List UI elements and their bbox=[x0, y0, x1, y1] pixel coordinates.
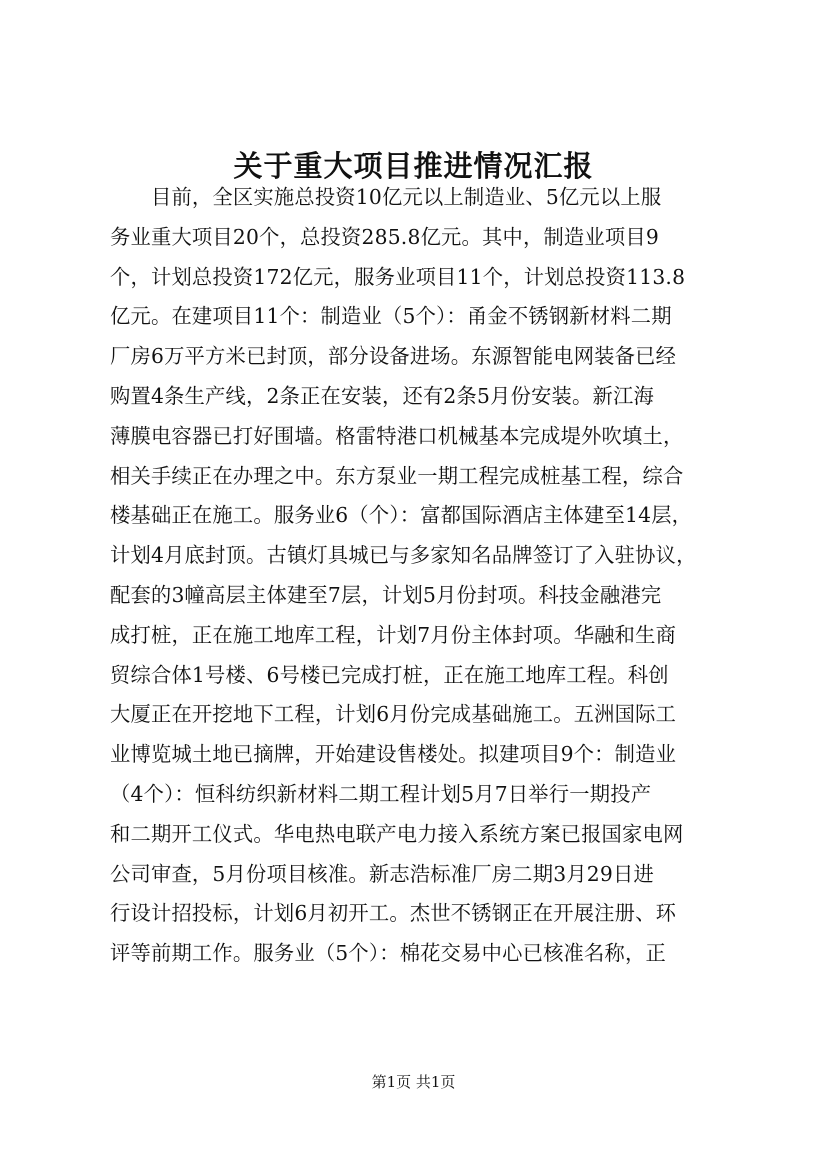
body-line: 厂房6万平方米已封顶，部分设备进场。东源智能电网装备已经 bbox=[110, 344, 677, 369]
body-line: 配套的3幢高层主体建至7层，计划5月份封项。科技金融港完 bbox=[110, 582, 662, 607]
body-line: 大厦正在开挖地下工程，计划6月份完成基础施工。五洲国际工 bbox=[110, 702, 677, 727]
body-line: 薄膜电容器已打好围墙。格雷特港口机械基本完成堤外吹填土， bbox=[110, 423, 684, 448]
body-line: 业博览城土地已摘牌，开始建设售楼处。拟建项目9个：制造业 bbox=[110, 742, 677, 767]
body-line: 计划4月底封顶。古镇灯具城已与多家知名品牌签订了入驻协议， bbox=[110, 543, 697, 568]
body-line: 楼基础正在施工。服务业6（个）：富都国际酒店主体建至14层， bbox=[110, 503, 693, 528]
page-footer: 第1页 共1页 bbox=[371, 1073, 456, 1091]
body-line: 务业重大项目20个，总投资285.8亿元。其中，制造业项目9 bbox=[110, 224, 659, 249]
body-line: 公司审查，5月份项目核准。新志浩标准厂房二期3月29日进 bbox=[110, 861, 654, 886]
document-body bbox=[110, 178, 727, 974]
body-line: 成打桩，正在施工地库工程，计划7月份主体封项。华融和生商 bbox=[110, 622, 677, 647]
body-line: 贸综合体1号楼、6号楼已完成打桩，正在施工地库工程。科创 bbox=[110, 662, 669, 687]
body-line: 亿元。在建项目11个：制造业（5个）：甬金不锈钢新材料二期 bbox=[110, 304, 672, 329]
body-line: （4个）：恒科纺织新材料二期工程计划5月7日举行一期投产 bbox=[110, 781, 652, 806]
body-line: 行设计招投标，计划6月初开工。杰世不锈钢正在开展注册、环 bbox=[110, 901, 677, 926]
document-title: 关于重大项目推进情况汇报 bbox=[233, 149, 594, 183]
body-line: 个，计划总投资172亿元，服务业项目11个，计划总投资113.8 bbox=[110, 264, 686, 289]
body-line: 评等前期工作。服务业（5个）：棉花交易中心已核准名称，正 bbox=[110, 941, 666, 966]
body-line: 目前，全区实施总投资10亿元以上制造业、5亿元以上服 bbox=[110, 185, 662, 209]
body-line: 购置4条生产线，2条正在安装，还有2条5月份安装。新江海 bbox=[110, 383, 654, 408]
body-line: 相关手续正在办理之中。东方泵业一期工程完成桩基工程，综合 bbox=[110, 463, 684, 488]
body-line: 和二期开工仪式。华电热电联产电力接入系统方案已报国家电网 bbox=[110, 821, 684, 846]
